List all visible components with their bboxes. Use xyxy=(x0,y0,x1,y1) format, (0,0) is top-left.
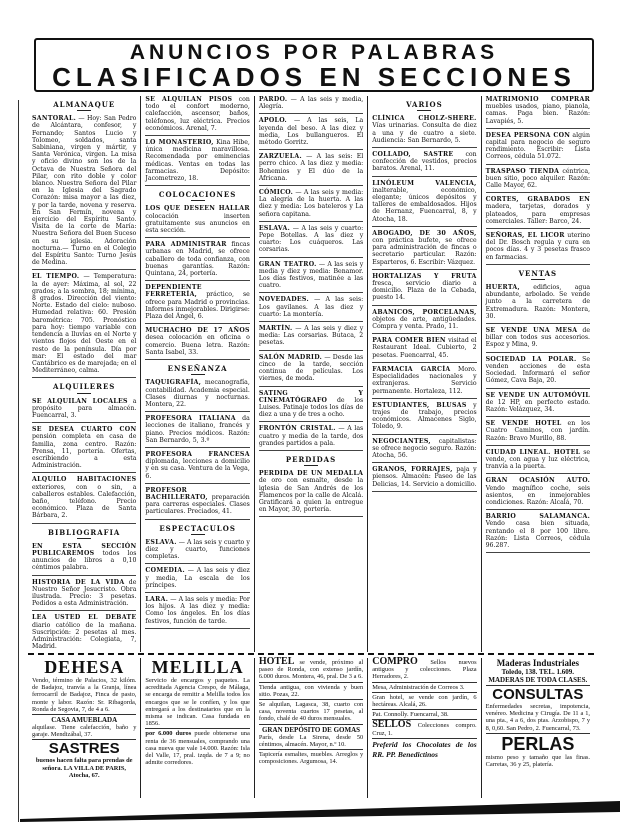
classified-ad xyxy=(486,168,590,194)
ad-lead: PERDIDA DE UN MEDALLA xyxy=(258,470,364,478)
section-heading: ALMANAQUE xyxy=(32,101,136,111)
classified-ad xyxy=(145,379,249,412)
column-1 xyxy=(28,96,141,652)
ad-lead: PARA COMER BIEN xyxy=(372,337,446,345)
ad-title: SELLOS xyxy=(372,719,412,731)
classified-ad xyxy=(372,366,476,399)
classified-ad xyxy=(486,477,590,510)
ad-text: — A las seis y diez y media, La escala de los príncipes. xyxy=(145,567,250,589)
ad-lead: LARA. xyxy=(145,595,169,603)
classified-ad xyxy=(32,579,136,612)
ad-hotel xyxy=(255,658,368,798)
ad-lead: ESLAVA. xyxy=(145,538,177,546)
ad-text: todos los anuncios de libros a 0,10 céntimos palabra. xyxy=(32,549,137,572)
classified-ad xyxy=(372,438,476,464)
ad-compro xyxy=(368,658,481,798)
classified-ad xyxy=(32,398,136,424)
section-heading: VARIOS xyxy=(372,101,476,111)
ad-lead: SANTORAL. xyxy=(32,115,77,123)
ad-lead: ZARZUELA. xyxy=(258,153,302,161)
ad-text: y trajes de trabajo, precios económicos. Almacenes Siglo, Toledo, 9. xyxy=(372,401,477,431)
classified-ad xyxy=(259,117,363,150)
banner-line-1: ANUNCIOS POR PALABRAS xyxy=(129,41,499,64)
ad-text: de Nuestro Señor Jesucristo. Obra ilustrada. Precio: 3 pesetas. Pedidos a esta Administración. xyxy=(32,578,137,608)
ad-text: desea colocación en oficina o comercio. Buena letra. Razón: Santa Isabel, 33. xyxy=(145,334,250,356)
ad-lead: SE ALQUILAN PISOS xyxy=(145,96,233,103)
ad-title: GRAN DEPÓSITO DE GOMAS xyxy=(261,725,361,734)
classified-ad xyxy=(145,451,249,484)
classified-ad xyxy=(145,487,249,520)
ad-text: inalterable, económico, elegante; únicos depósitos y talleres de embaldosados. Hijos de Hernanz, Fuencarral, 8, y Atocha, 18. xyxy=(372,186,477,223)
ad-text: París, desde La Sirena, desde 50 céntimos, almacén. Mayor, n.º 10. xyxy=(258,733,364,748)
ad-text: Mesa, Administración de Correos 3. xyxy=(372,683,465,691)
ad-text: Tienda antigua, con vivienda y buen sitio. Pozas, 22. xyxy=(258,683,364,698)
section-heading: VENTAS xyxy=(486,270,590,280)
classified-ad xyxy=(486,196,590,229)
ad-text: — A las seis: Los gavilanes. A las diez y cuarto: La montería. xyxy=(258,296,364,318)
classified-ad xyxy=(32,426,136,473)
page-edge-shadow xyxy=(0,798,620,822)
section-heading: ESPECTACULOS xyxy=(145,525,249,535)
ad-text: — A las seis y cuarto: Pepe Botellas. A las diez y cuarto: Los cuáqueros. Las corsarias. xyxy=(258,224,364,254)
ad-text: mismo peso y tamaño que las finas. Carretas, 36 y 25, platería. xyxy=(485,753,591,769)
classified-ad xyxy=(486,449,590,475)
classified-ad xyxy=(486,356,590,389)
ad-lead: NEGOCIANTES, xyxy=(372,437,431,445)
ad-text: con confección de vestidos, precios baratos. Arenal, 11. xyxy=(372,151,477,173)
ad-text: Tapicería esmaltes, muebles. Arreglos y composiciones. Argumosa, 14. xyxy=(258,751,364,766)
ad-text: visitad el Restaurant Ideal. Cubierto, 2 pesetas. Fuencarral, 45. xyxy=(372,337,477,359)
ad-title: HOTEL xyxy=(258,656,295,667)
classified-ad xyxy=(372,337,476,363)
classified-ad xyxy=(486,232,590,265)
ad-text: — A las seis y media: La alegría de la huerta. A las diez y media: Los bateleros y La señora capitana. xyxy=(258,189,364,218)
ad-lead: MATRIMONIO COMPRAR xyxy=(485,96,591,103)
ad-text: Se alquilan, Lagasca, 38, cuarto con casa, noventa cuartos 17 pesetas, al fondo, chalé de 40 duros mensuales. xyxy=(258,701,364,723)
ad-text: edificios, agua abundante, arbolado. Se vende junto a la carretera de Extremadura. Razón: Montera, 30. xyxy=(485,284,591,320)
classified-ad xyxy=(145,567,249,593)
classified-ad xyxy=(372,273,476,306)
classified-ad xyxy=(145,596,249,629)
ad-text: diplomada, lecciones a domicilio y en su casa. Ventura de la Vega, 6. xyxy=(145,458,250,480)
ad-text: se vende, con agua y luz eléctrica, tranvía a la puerta. xyxy=(485,448,591,471)
ad-lead: PARA ADMINISTRAR xyxy=(145,241,227,249)
classified-ad xyxy=(259,325,363,351)
ad-text: — Temperatura: la de ayer: Máxima, al sol, 22 grados; a la sombra, 18; mínima, 8 grados. Dirección del viento: Norte. Estado del cielo: nuboso. Humedad relativa: 60. Presión barométrica: 705. Pronóstico para hoy: tiempo variable con tendencia a lluvias en el Norte y vientos flojos del Oeste en el resto de la península. Día por mar: El estado del mar Cantábrico es de marejada; en el Mediterráneo, calma. xyxy=(32,273,137,375)
ad-text: preparación para carreras especiales. Clases particulares. Preciados, 41. xyxy=(145,493,250,516)
classified-ad xyxy=(372,309,476,335)
section-heading: COLOCACIONES xyxy=(145,191,249,201)
classified-ad xyxy=(32,543,136,576)
ad-text: madera, tarjetas, dorados y plateados, para empresas comerciales. Taller: Barco, 24. xyxy=(485,203,591,225)
page-left-border xyxy=(18,100,19,822)
classified-ad xyxy=(259,261,363,294)
classified-ad xyxy=(259,354,363,387)
ad-text: uterino del Dr. Bosch regula y cura en pocos días. 4 y 3 pesetas frasco en farmacias. xyxy=(485,232,591,261)
ad-lead: DEPENDIENTE FERRETERÍA, xyxy=(145,284,202,299)
ad-text: Enfermedades secretas, impotencia, venéreo. Medicina y Cirugía. De 11 a 1, una pta., 4 a 6, dos ptas. Arzobispo, 7 y 8, 0,60. San Pedro, 2. Fuencarral, 73. xyxy=(485,703,591,732)
ad-text: MADERAS DE TODA CLASES. xyxy=(488,676,588,684)
ad-lead: SE VENDE UN AUTOMÓVIL xyxy=(485,391,591,399)
section-heading: ENSEÑANZA xyxy=(145,365,249,375)
ad-text: mecanografía, contabilidad. Academia especial. Clases diurnas y nocturnas. Montera, 22. xyxy=(145,379,250,408)
ad-text: Toledo, 138. TEL. 1.609. xyxy=(501,668,574,676)
ad-text: pensión completa en casa de familia, zona centro. Razón: Prensa, 11, portería. Ofertas, escribiendo a esta Administración. xyxy=(32,433,137,470)
ad-lead: CORTES, GRABADOS EN xyxy=(485,196,591,204)
ad-text: exteriores, con o sin, a caballeros estables. Calefacción, baño, teléfono. Precio económico. Plaza de Santa Bárbara, 2. xyxy=(32,483,137,520)
ad-text: da lecciones de italiano, francés y piano. Precios módicos. Razón: San Bernardo, 5, 3.º xyxy=(145,415,250,444)
ad-text: de oro con esmalte, desde la iglesia de San Andrés de los Flamencos por la calle de Alcalá. Gratificará a quien la entregue en Mayor, 30, portería. xyxy=(258,477,364,514)
ad-lead: ALQUILO HABITACIONES xyxy=(32,476,137,484)
classified-ad xyxy=(259,96,363,114)
ad-text: — Hoy: San Pedro de Alcántara, confesor, y Fernando; Santos Lucio y Tolomeo, soldados, santa Sabiniana, virgen y mártir, y Santa Verónica, virgen. La misa y oficio divino son los de la Octava de Nuestra Señora del Pilar, con rito doble y color blanco. Nuestra Señora del Pilar en la Iglesia del Sagrado Corazón: misa mayor a las diez, y por la tarde, novena y reserva. En San Fermín, novena y ejercicio del Espíritu Santo. Visita de la corte de María: Nuestra Señora del Buen Suceso en su iglesia. Adoración nocturna.— Turno en el Colegio del Espíritu Santo: Turno Jesús de Medina. xyxy=(32,115,137,267)
ad-title: PERLAS xyxy=(501,733,575,754)
ad-lead: LINÓLEUM VALENCIA, xyxy=(372,179,477,187)
ad-title: CASA AMUEBLADA xyxy=(51,716,118,725)
ad-text: — Desde las cinco de la tarde, sección continua de películas. Los viernes, de moda. xyxy=(258,353,364,383)
ad-lead: SE VENDE UNA MESA xyxy=(485,327,578,335)
classified-ad xyxy=(486,392,590,418)
section-heading: ALQUILERES xyxy=(32,383,136,393)
ad-text: de billar con todos sus accesorios. Espoz y Mina, 9. xyxy=(485,327,591,349)
classified-ad xyxy=(259,470,363,517)
ad-text: — A las seis y media, Alegría. xyxy=(258,96,364,111)
classified-ad xyxy=(259,425,363,451)
ad-text: céntrica, buen sitio, poco alquiler. Razón: Calle Mayor, 62. xyxy=(485,167,591,190)
classified-ad xyxy=(372,230,476,270)
ad-lead: TRASPASO TIENDA xyxy=(485,167,560,175)
ad-title: Maderas Industriales xyxy=(496,658,579,668)
ad-title: SASTRES xyxy=(48,740,120,758)
ad-text: puede obtenerse una renta de 36 mensuales, comprando una casa nueva que vale 14.000. Razón: Isla del Valle, 17, pral. izqda. de 7 a 9; no admite corredores. xyxy=(145,730,250,767)
ad-lead: SE ALQUILAN LOCALES xyxy=(32,397,128,405)
ad-lead: LEA USTED EL DEBATE xyxy=(32,614,137,622)
ad-lead: SALÓN MADRID. xyxy=(258,353,323,361)
ad-text: Moro. Especialidades nacionales y extranjeras. Servicio permanente. Hortaleza, 112. xyxy=(372,365,477,395)
classified-ad xyxy=(32,115,136,270)
ad-text: alquilase. Tiene calefacción, baño y garaje. Mendizábal, 37. xyxy=(32,724,137,739)
ad-text: con práctica bufete, se ofrece para administración de fincas o secretario particular. Razón: Esparteros, 6. Escribir: Vázquez. xyxy=(372,237,477,266)
ad-text: de 12 HP, en perfecto estado. Razón: Velázquez, 34. xyxy=(485,398,591,413)
ad-text: — A las seis: El perro chico. A las diez y media: Bohemios y El dúo de la Africana. xyxy=(258,153,364,182)
ad-lead: SEÑORAS, EL LICOR xyxy=(485,232,565,240)
ad-lead: PARDO. xyxy=(258,96,288,103)
ad-lead: MUCHACHO DE 17 AÑOS xyxy=(145,327,250,335)
ad-text: Gran hotel, se vende con jardín, 6 hectáreas. Alcalá, 26. xyxy=(372,693,477,709)
ad-text: muebles usados, piano, pianola, camas. Paga bien. Razón: Lavapiés, 5. xyxy=(485,103,591,125)
ad-dehesa xyxy=(28,658,141,798)
ad-text: Pat. Connolly. Fuencarral, 38. xyxy=(372,711,449,719)
ad-lead: LOS QUE DESEEN HALLAR xyxy=(145,205,250,213)
section-heading: BIBLIOGRAFIA xyxy=(32,529,136,539)
column-2 xyxy=(141,96,254,652)
ad-lead: PROFESORA ITALIANA xyxy=(145,415,236,423)
ad-lead: APOLO. xyxy=(258,117,287,125)
ad-text: — A las seis y cuarto y diez y cuarto, funciones completas. xyxy=(145,538,250,561)
classified-ad xyxy=(145,139,249,186)
ad-lead: PROFESORA FRANCESA xyxy=(145,450,250,458)
ad-title: COMPRO xyxy=(372,656,418,667)
ad-lead: CLÍNICA CHOLZ-SHERE. xyxy=(372,115,477,123)
ad-lead: GRANOS, FORRAJES, xyxy=(372,466,453,474)
banner-line-2: CLASIFICADOS EN SECCIONES xyxy=(52,62,576,92)
ad-text: diario católico de la mañana. Suscripción: 2 pesetas al mes. Administración: Colegiata, 7, Madrid. xyxy=(32,621,137,651)
ad-text: Vendo, término de Palacios, 32 kilóm. de Badajoz, tranvía a la Granja, línea ferrocarril de Badajoz, Finca de pasto, monte y labor. Razón: Sr. Ribagorda, Ronda de Segovia, 7, de 4 a 6. xyxy=(32,677,137,713)
ad-text: Preferid los Chocolates de los RR. PP. Benedictinos xyxy=(372,739,477,759)
ad-maderas xyxy=(482,658,594,798)
ad-text: Servicio de encargos y paquetes. La acreditada Agencia Crespo, de Málaga, se encarga de remitir a Melilla todos los encargos que se le confíen, y los que entregará a los destinatarios que en la misma se indican. Casa fundada en 1856. xyxy=(145,677,250,728)
ad-lead: CIUDAD LINEAL. HOTEL xyxy=(485,448,581,456)
section-heading: PERDIDAS xyxy=(259,456,363,466)
column-4 xyxy=(368,96,481,652)
classified-ad xyxy=(372,402,476,435)
section-banner xyxy=(34,38,594,92)
classified-ad xyxy=(145,539,249,565)
ad-text: — A las seis, La leyenda del beso. A las diez y media, Los bullangueros. El método Gorritz. xyxy=(258,117,364,147)
ad-text: con todo el confort moderno, calefacción, ascensor, baños, teléfonos, luz eléctrica. Precios económicos. Arenal, 7. xyxy=(145,96,250,132)
ad-text: en los Cuatro Caminos, con jardín. Razón: Bravo Murillo, 88. xyxy=(485,420,591,442)
ad-text: Colecciones compro. Cruz, 1. xyxy=(372,722,477,737)
ad-title: CONSULTAS xyxy=(492,686,584,703)
ad-lead: BARRIO SALAMANCA. xyxy=(485,513,591,521)
classified-ad xyxy=(486,132,590,165)
ad-text: — A las seis y diez y media: Las corsarias. Butaca, 2 pesetas. xyxy=(258,325,364,347)
ad-lead: GRAN TEATRO. xyxy=(258,260,317,268)
ad-lead: GRAN OCASIÓN AUTO. xyxy=(485,477,591,485)
ad-lead: SE DESEA CUARTO CON xyxy=(32,426,137,434)
display-ads xyxy=(28,658,594,798)
ad-title: MELILLA xyxy=(151,657,244,677)
classified-ad xyxy=(145,415,249,448)
ad-text: objetos de arte, antigüedades. Compra y venta. Prado, 11. xyxy=(372,315,477,331)
ad-text: algún capital para negocio de seguro rendimiento. Escribir: Lista Correos, cédula 51.072. xyxy=(485,131,591,161)
classified-ad xyxy=(145,241,249,281)
column-5 xyxy=(482,96,594,652)
ad-lead: EL TIEMPO. xyxy=(32,273,80,281)
ad-lead: HORTALIZAS Y FRUTA xyxy=(372,272,477,280)
ad-text: de los Luises. Patinaje todos los días de diez a una y de tres a ocho. xyxy=(258,396,364,419)
ad-lead: MARTÍN. xyxy=(258,325,293,333)
ad-lead: TAQUIGRAFÍA, xyxy=(145,379,202,387)
ad-lead: HISTORIA DE LA VIDA xyxy=(32,578,125,586)
ad-lead: SOCIEDAD LA POLAR. xyxy=(485,355,577,363)
classified-ad xyxy=(486,420,590,446)
ad-text: buenos hacen falta para prendas de señora. LA VILLA DE PARIS, Atocha, 67. xyxy=(35,757,133,779)
ad-text: Vías urinarias. Consulta de diez a una y de cuatro a siete. Audiencia: San Bernardo, 5. xyxy=(372,122,477,144)
ad-lead: ABOGADO, DE 30 AÑOS, xyxy=(372,229,477,237)
ad-text: Vendo magnífico coche, seis asientos, en inmejorables condiciones. Razón: Alcalá, 70. xyxy=(485,484,591,506)
classified-ad xyxy=(32,273,136,378)
ad-melilla xyxy=(141,658,254,798)
ad-text: práctico, se ofrece para Madrid o provincias. Informes inmejorables. Dirigirse: Plaza del Ángel, 6. xyxy=(145,291,250,321)
ad-text: Kina Hibe, única medicina maravillosa. Recomendada por eminencias médicas. Ventas en todas las farmacias. Depósito: Jacometrezo, 18. xyxy=(145,139,250,183)
classified-ad xyxy=(32,614,136,652)
classified-ad xyxy=(259,296,363,322)
ad-lead: CÓMICO. xyxy=(258,189,294,197)
ad-lead: DESEA PERSONA CON xyxy=(485,131,571,139)
classified-ad xyxy=(259,153,363,186)
ad-lead: EN ESTA SECCIÓN PUBLICAREMOS xyxy=(32,542,137,557)
ad-lead: PROFESOR BACHILLERATO, xyxy=(145,486,208,501)
classified-ad xyxy=(259,189,363,222)
ad-lead: FARMACIA GARCÍA xyxy=(372,365,451,373)
classified-ad xyxy=(145,205,249,238)
ad-lead: SATING Y CINEMATÓGRAFO xyxy=(258,389,364,404)
ad-text: Se venden acciones de esta Sociedad. Informará el señor Gómez, Cava Baja, 20. xyxy=(485,355,591,385)
ad-lead: HUERTA, xyxy=(485,284,520,292)
ad-lead: LO MONASTERIO, xyxy=(145,139,214,147)
ad-text: se vende, próximo al paseo de Ronda, con extenso jardín, 6.000 duros. Montera, 46, pral. De 3 a 6. xyxy=(258,659,364,681)
ad-title: por 6.000 duros xyxy=(145,730,192,738)
ad-lead: ESTUDIANTES, BLUSAS xyxy=(372,401,467,409)
ad-lead: FRONTÓN CRISTAL. xyxy=(258,425,336,433)
ad-lead: SE VENDE HOTEL xyxy=(485,420,562,428)
ad-lead: COMEDIA. xyxy=(145,567,185,575)
ad-text: — A las cuatro y media de la tarde, dos grandes partidos a pala. xyxy=(258,425,364,447)
column-3 xyxy=(255,96,368,652)
classified-ad xyxy=(486,327,590,353)
classified-ad xyxy=(486,96,590,129)
classified-ad xyxy=(145,96,249,136)
ad-lead: NOVEDADES. xyxy=(258,296,309,304)
classified-ad xyxy=(372,180,476,227)
ad-text: — A las seis y media y diez y media: Benamor. Los días festivos, matinée a las cuatro. xyxy=(258,260,364,290)
classified-ad xyxy=(145,327,249,360)
classified-ad xyxy=(372,466,476,492)
ad-text: — A las seis y media: Por los hijos. A las diez y media: Como los ángeles. En los días festivos, función de tarde. xyxy=(145,595,250,625)
ad-text: colocación inserten gratuitamente sus anuncios en esta sección. xyxy=(145,212,250,235)
ad-text: a propósito para almacén. Fuencarral, 3. xyxy=(32,397,137,419)
ad-text: fincas urbanas en Madrid, se ofrece caballero de toda confianza, con buenas garantías. Razón: Quintana, 24, portería. xyxy=(145,241,250,278)
ad-text: fresca, servicio diario a domicilio. Plaza de la Cebada, puesto 14. xyxy=(372,280,477,302)
classified-ad xyxy=(259,390,363,423)
ad-title: DEHESA xyxy=(44,657,125,677)
classified-ad xyxy=(32,476,136,523)
ad-text: Vendo casa bien situada, rentando el 8 por 100 libre. Razón: Lista Correos, cédula 96.287. xyxy=(485,520,591,549)
classified-ad xyxy=(486,513,590,553)
ad-text: paja y piensos. Almacén: Paseo de las Delicias, 14. Servicio a domicilio. xyxy=(372,466,477,488)
ad-lead: ABANICOS, PORCELANAS, xyxy=(372,308,477,316)
ad-lead: ESLAVA. xyxy=(258,224,291,232)
classified-columns xyxy=(28,96,594,652)
ad-lead: COLLADO, SASTRE xyxy=(372,151,454,159)
classified-ad xyxy=(486,284,590,324)
ad-text: capitalistas: se ofrece negocio seguro. Razón: Atocha, 56. xyxy=(372,437,477,459)
classified-ad xyxy=(372,151,476,177)
classified-ad xyxy=(145,284,249,324)
ad-text: Sellos nuevos antiguos y colecciones. Plaza Herradores, 2. xyxy=(372,659,477,681)
classified-ad xyxy=(259,225,363,258)
classified-ad xyxy=(372,115,476,148)
